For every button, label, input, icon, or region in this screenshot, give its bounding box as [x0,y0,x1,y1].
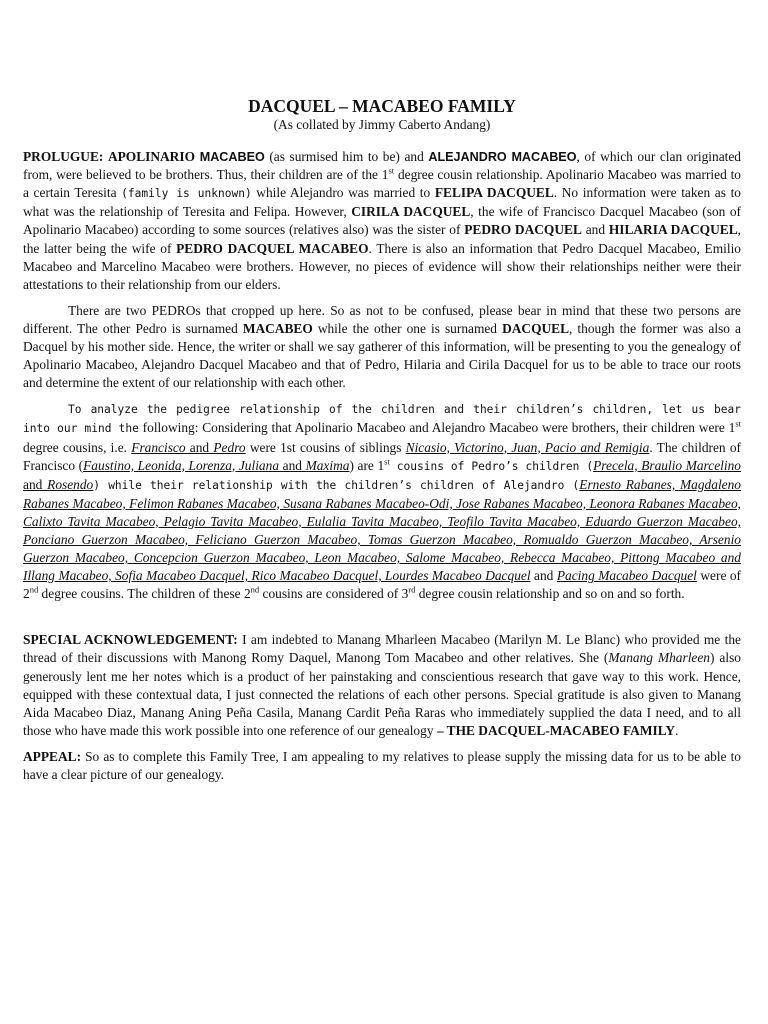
document-page [23,96,741,784]
prologue-text-4: degree cousin relationship. Apolinario Macabeo was married to a certain Teresita [23,167,741,201]
name-maxima: Maxima [305,457,350,473]
analyze-text-9: degree cousin relationship and so on and so forth. [415,586,685,602]
acknowledgement-label: SPECIAL ACKNOWLEDGEMENT: [23,632,238,648]
name-felipa: FELIPA DACQUEL [434,185,554,201]
pedros-text-1: There are two PEDROs that cropped up here. So as not to be confused, please bear in mind that these two persons are different. The other Pedro is surnamed [23,302,741,336]
prologue-text-3: , of which our clan originated from, were believed to be brothers. Thus, their children are of the 1 [23,149,741,183]
analyze-text-4: . The children of Francisco ( [23,439,741,473]
family-name-emphasis: – THE DACQUEL-MACABEO FAMILY [436,722,676,738]
family-unknown-note: (family is unknown) [121,187,252,201]
analyze-text-3: were 1st cousins of siblings [245,439,406,455]
analyze-text-mono-3: ) while their relationship with the children’s children of Alejandro ( [93,478,580,492]
name-pedro-dacquel-macabeo: PEDRO DACQUEL MACABEO [176,240,369,256]
analyze-text-1: following: Considering that Apolinario Macabeo and Alejandro Macabeo were brothers, their children were 1 [138,420,736,436]
analyze-text-8: cousins are considered of 3 [259,586,409,602]
name-macabeo: MACABEO [194,150,265,165]
pedros-text-3: , though the former was also a Dacquel by his mother side. Hence, the writer or shall we say gatherer of this information, will be presenting to you the genealogy of Apolinario Macabeo, Alejandro Dacquel Macabeo and that of Pedro, Hilaria and Cirila Dacquel for us to be able to trace our roots and determine the extent of our relationship with each other. [23,320,742,391]
alejandro-grandchildren-names: Ernesto Rabanes, Magdaleno Rabanes Macabeo, Felimon Rabanes Macabeo, Susana Rabanes Macabeo-Odi, Jose Rabanes Macabeo, Leonora Rabanes Macabeo, Calixto Tavita Macabeo, Pelagio Tavita Macabeo, Eulalia Tavita Macabeo, Teofilo Tavita Macabeo, Eduardo Guerzon Macabeo, Ponciano Guerzon Macabeo, Feliciano Guerzon Macabeo, Tomas Guerzon Macabeo, Romualdo Guerzon Macabeo, Arsenio Guerzon Macabeo, Concepcion Guerzon Macabeo, Leon Macabeo, Salome Macabeo, Rebecca Macabeo, Pittong Macabeo and Illang Macabeo, Sofia Macabeo Dacquel, Rico Macabeo Dacquel, Lourdes Macabeo Dacquel [23,476,741,584]
pedro-children-names: Precela, Braulio Marcelino [593,457,741,473]
page-title: DACQUEL – MACABEO FAMILY [248,96,516,116]
name-pacing: Pacing Macabeo Dacquel [556,568,697,584]
analyze-text-5: ) are 1 [349,457,385,473]
prologue-text-8: and [581,222,609,238]
analyze-text-6: were of 2 [23,568,742,602]
prologue-paragraph [23,148,741,294]
pedros-paragraph [23,302,741,392]
ordinal-suffix: nd [250,584,260,595]
appeal-paragraph [23,748,741,784]
analyze-text-2: degree cousins, i.e. [23,439,132,455]
analyze-text-7: degree cousins. The children of these 2 [38,586,251,602]
name-cirila: CIRILA DACQUEL [351,204,471,220]
ordinal-suffix: rd [408,584,416,595]
ordinal-suffix: st [388,165,395,176]
analyze-paragraph [23,400,741,603]
francisco-children-names: Faustino, Leonida, Lorenza, Juliana [83,457,280,473]
conjunction-and: and [530,568,557,584]
analyze-text-mono-2: cousins of Pedro’s children ( [389,459,594,473]
prologue-text-10: . There is also an information that Pedro Dacquel Macabeo, Emilio Macabeo and Marcelino Macabeo were brothers. However, no pieces of evidence will show their relationships neither were their attestations to their relationship from our elders. [23,240,741,292]
pedros-text-2: while the other one is surnamed [312,320,503,336]
prologue-text-9: , the latter being the wife of [23,222,741,256]
ack-text-1: I am indebted to Manang Mharleen Macabeo (Marilyn M. Le Blanc) who provided me the thread of their discussions with Manong Romy Daquel, Manong Tom Macabeo and other relatives. She ( [23,632,741,666]
conjunction-and: and [23,476,48,492]
appeal-label: APPEAL: [23,748,82,764]
name-hilaria: HILARIA DACQUEL [608,222,738,238]
prologue-text-6: . No information were taken as to what was the relationship of Teresita and Felipa. However, [23,185,741,220]
name-manang-mharleen: Manang Mharleen [608,650,711,666]
conjunction-and: and [185,439,214,455]
ack-text-2: ) also generously lent me her notes which is a product of her painstaking and conscientious research that gave way to this work. Hence, equipped with these contextual data, I just connected the relations of each other persons. Special gratitude is also given to Manang Aida Macabeo Diaz, Manang Aning Peña Casila, Manang Cardit Peña Raras who immediately supplied the data I need, and to all those who have made this work possible into one reference of our genealogy [23,650,741,738]
acknowledgement-paragraph [23,631,741,740]
ack-text-3: . [675,722,679,738]
name-rosendo: Rosendo [47,476,94,492]
name-francisco: Francisco [131,439,186,455]
surname-macabeo: MACABEO [242,320,313,336]
prologue-text-2: (as surmised him to be) and [264,149,429,165]
ordinal-suffix: nd [29,584,39,595]
page-subtitle: (As collated by Jimmy Caberto Andang) [273,117,491,132]
appeal-text: So as to complete this Family Tree, I am appealing to my relatives to please supply the missing data for us to be able to have a clear picture of our genealogy. [23,748,741,782]
prologue-text-5: while Alejandro was married to [251,185,435,201]
name-pedro: Pedro [213,439,246,455]
siblings-names: Nicasio, Victorino, Juan, Pacio and Remigia [405,439,650,455]
prologue-text-7: , the wife of Francisco Dacquel Macabeo (son of Apolinario Macabeo) according to some sources (relatives also) was the sister of [23,204,742,238]
prologue-label: PROLUGUE: [23,149,104,165]
name-alejandro: ALEJANDRO MACABEO [428,150,577,165]
ordinal-suffix: st [735,418,741,429]
conjunction-and: and [279,457,306,473]
surname-dacquel: DACQUEL [502,320,570,336]
name-pedro-dacquel: PEDRO DACQUEL [464,222,582,238]
ordinal-suffix: st [384,456,390,467]
analyze-text-mono-1: To analyze the pedigree relationship of the children and their children’s children, let us bear into our mind the [23,403,741,436]
name-apolinario: APOLINARIO [107,149,195,165]
